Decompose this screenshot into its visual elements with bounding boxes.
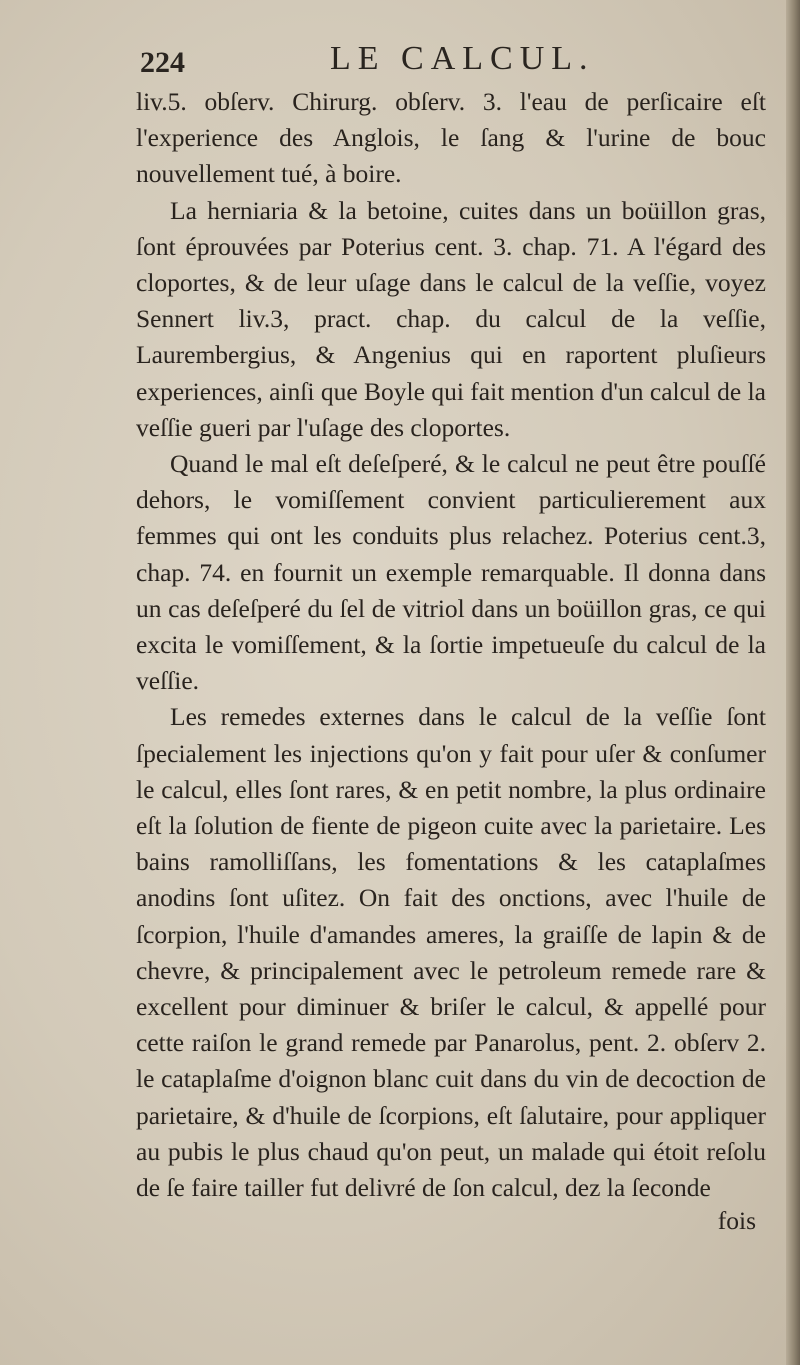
catchword: fois (717, 1206, 756, 1235)
paragraph-2: La herniaria & la betoine, cuites dans un boüillon gras, ſont éprouvées par Poterius cent. 3. chap. 71. A l'égard des cloportes, & de leur uſage dans le calcul de la veſſie, voyez Sennert liv.3, pract. chap. du calcul de la veſſie, Laurembergius, & Angenius qui en raportent pluſieurs experiences, ainſi que Boyle qui fait mention d'un calcul de la veſſie gueri par l'uſage des cloportes. (136, 195, 766, 442)
body-text (136, 84, 766, 1206)
book-spine-shadow (786, 0, 800, 1365)
page-number: 224 (140, 46, 185, 79)
paragraph-3: Quand le mal eſt deſeſperé, & le calcul ne peut être pouſſé dehors, le vomiſſement convient particulierement aux femmes qui ont les conduits plus relachez. Poterius cent.3, chap. 74. en fournit un exemple remarquable. Il donna dans un cas deſeſperé du ſel de vitriol dans un boüillon gras, ce qui excita le vomiſſement, & la ſortie impetueuſe du calcul de la veſſie. (136, 449, 766, 696)
paragraph-4: Les remedes externes dans le calcul de la veſſie ſont ſpecialement les injections qu'on y fait pour uſer & conſumer le calcul, elles ſont rares, & en petit nombre, la plus ordinaire eſt la ſolution de fiente de pigeon cuite avec la parietaire. Les bains ramolliſſans, les fomentations & les cataplaſmes anodins ſont uſitez. On fait des onctions, avec l'huile de ſcorpion, l'huile d'amandes ameres, la graiſſe de lapin & de chevre, & principalement avec le petroleum remede rare & excellent pour diminuer & briſer le calcul, & appellé pour cette raiſon le grand remede par Panarolus, pent. 2. obſerv 2. le cataplaſme d'oignon blanc cuit dans du vin de decoction de parietaire, & d'huile de ſcorpions, eſt ſalutaire, pour appliquer au pubis le plus chaud qu'on peut, un malade qui étoit reſolu de ſe faire tailler fut delivré de ſon calcul, dez la ſeconde (136, 702, 766, 1203)
page-header (140, 40, 780, 88)
running-head: LE CALCUL. (330, 40, 595, 77)
paragraph-1: liv.5. obſerv. Chirurg. obſerv. 3. l'eau de perſicaire eſt l'experience des Anglois, le ſang & l'urine de bouc nouvellement tué, à boire. (136, 87, 766, 189)
